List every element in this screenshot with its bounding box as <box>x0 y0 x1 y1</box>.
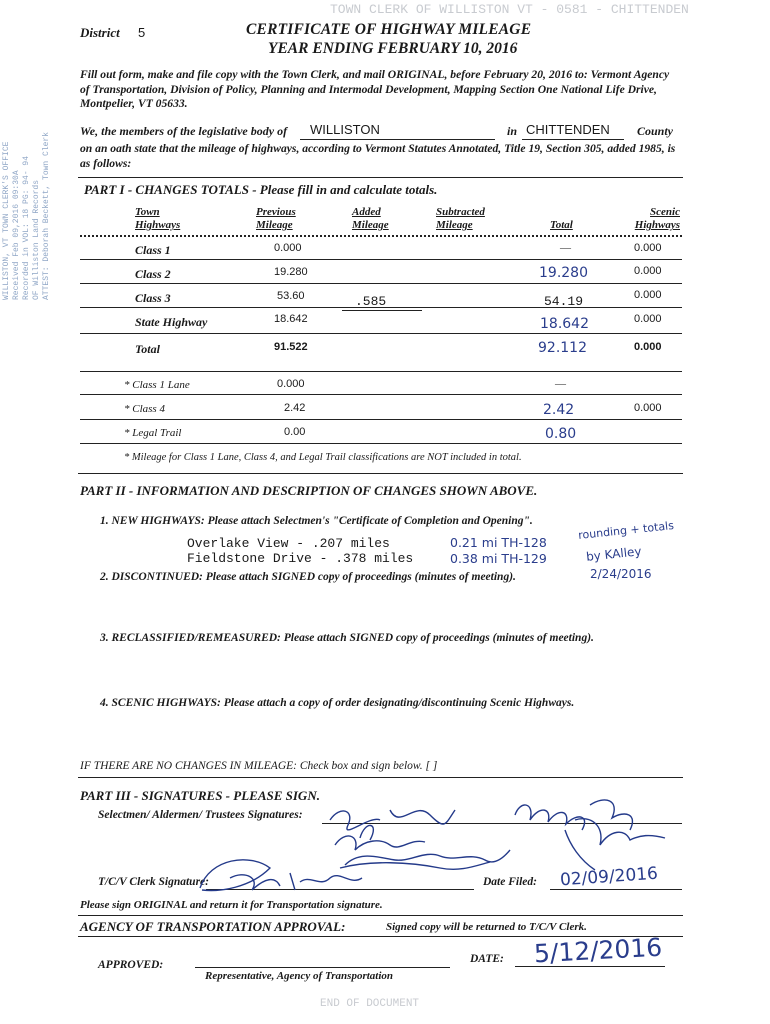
part2-title: PART II - INFORMATION AND DESCRIPTION OF CHANGES SHOWN ABOVE. <box>80 483 538 498</box>
discontinued-item: 2. DISCONTINUED: Please attach SIGNED copy of proceedings (minutes of meeting). <box>100 571 516 583</box>
row-label: * Legal Trail <box>124 427 182 439</box>
representative-label: Representative, Agency of Transportation <box>205 970 394 982</box>
cell-total: 0.80 <box>545 426 577 442</box>
cell-total: 18.642 <box>540 316 589 332</box>
ghost-header-text: TOWN CLERK OF WILLISTON VT - 0581 - CHITTENDEN <box>330 2 689 17</box>
stamp-line: ATTEST: Deborah Beckett, Town Clerk <box>42 131 51 300</box>
row-label: Class 1 <box>135 243 171 257</box>
cell-total: — <box>560 242 571 254</box>
cell-previous: 0.00 <box>284 426 306 438</box>
stamp-line: WILLISTON, VT TOWN CLERK'S OFFICE <box>2 141 11 300</box>
handwritten-note-th128: 0.21 mi TH-128 <box>450 535 547 550</box>
cell-added: .585 <box>355 294 387 309</box>
col-header-added: Added Mileage <box>352 206 389 231</box>
certificate-subtitle: YEAR ENDING FEBRUARY 10, 2016 <box>268 40 518 57</box>
scenic-highways-item: 4. SCENIC HIGHWAYS: Please attach a copy of order designating/discontinuing Scenic Highways. <box>100 697 575 709</box>
approval-title: AGENCY OF TRANSPORTATION APPROVAL: <box>80 919 346 934</box>
cell-previous: 0.000 <box>274 242 302 254</box>
cell-previous: 53.60 <box>277 290 305 302</box>
row-label-text: Class 4 <box>132 403 165 415</box>
new-road-1: Overlake View - .207 miles <box>187 536 390 551</box>
cell-previous: 91.522 <box>274 341 308 353</box>
date-filed-label: Date Filed: <box>483 876 537 888</box>
clerk-signature-label: T/C/V Clerk Signature: <box>98 876 209 888</box>
return-note: Please sign ORIGINAL and return it for Transportation signature. <box>80 899 383 911</box>
col-header-scenic: Scenic Highways <box>634 206 680 231</box>
row-label-text: Class 1 Lane <box>132 379 190 391</box>
cell-scenic: 0.000 <box>634 289 662 301</box>
town-name: WILLISTON <box>310 122 380 137</box>
cell-previous: 19.280 <box>274 266 308 278</box>
handwritten-note-th129: 0.38 mi TH-129 <box>450 551 547 566</box>
cell-total: 19.280 <box>539 265 588 281</box>
col-header-subtracted: Subtracted Mileage <box>436 206 485 231</box>
no-changes-note: IF THERE ARE NO CHANGES IN MILEAGE: Check box and sign below. [ ] <box>80 760 438 772</box>
new-highways-item: 1. NEW HIGHWAYS: Please attach Selectmen's "Certificate of Completion and Opening". <box>100 515 533 527</box>
stamp-line: Recorded in VOL: 18 PG: 94- 94 <box>22 155 31 300</box>
approval-note: Signed copy will be returned to T/C/V Clerk. <box>386 921 587 933</box>
cell-scenic: 0.000 <box>634 402 662 414</box>
clerk-signature <box>190 848 500 896</box>
cell-scenic: 0.000 <box>634 265 662 277</box>
instructions-text: Fill out form, make and file copy with the Town Clerk, and mail ORIGINAL, before February 20, 2016 to: Vermont Agency of Transportation, Division of Policy, Planning and Intermodal Development, Mapping Section One National Life Drive, Montpelier, VT 05633. <box>80 68 670 110</box>
county-name: CHITTENDEN <box>526 122 610 137</box>
row-label-text: Legal Trail <box>132 427 182 439</box>
district-value: 5 <box>138 25 146 40</box>
new-road-2: Fieldstone Drive - .378 miles <box>187 551 414 566</box>
ghost-footer-text: END OF DOCUMENT <box>320 998 420 1010</box>
cell-total: — <box>555 378 566 390</box>
oath-prefix: We, the members of the legislative body of <box>80 124 288 138</box>
part3-title: PART III - SIGNATURES - PLEASE SIGN. <box>80 788 320 803</box>
handwritten-note-rounding: rounding + totals <box>577 519 675 542</box>
date-filed-value: 02/09/2016 <box>559 863 659 891</box>
row-label: Class 2 <box>135 267 171 281</box>
selectmen-label: Selectmen/ Aldermen/ Trustees Signatures: <box>98 809 303 821</box>
row-label: Class 3 <box>135 291 171 305</box>
row-label: * Class 1 Lane <box>124 379 190 391</box>
stamp-line: Received Feb 09,2016 09:30A <box>12 170 21 300</box>
district-label: District <box>80 25 120 40</box>
col-header-town: Town Highways <box>135 206 181 231</box>
handwritten-note-by: by KAlley <box>585 544 643 564</box>
no-changes-checkbox[interactable] <box>485 759 499 773</box>
cell-scenic: 0.000 <box>634 242 662 254</box>
stamp-line: OF Williston Land Records <box>32 179 41 300</box>
row-label: * Class 4 <box>124 403 165 415</box>
part1-title: PART I - CHANGES TOTALS - Please fill in and calculate totals. <box>84 182 438 197</box>
cell-previous: 2.42 <box>284 402 306 414</box>
part1-footnote: * Mileage for Class 1 Lane, Class 4, and Legal Trail classifications are NOT included in total. <box>124 452 522 463</box>
cell-scenic: 0.000 <box>634 313 662 325</box>
certificate-title: CERTIFICATE OF HIGHWAY MILEAGE <box>246 21 532 38</box>
cell-total: 2.42 <box>543 402 575 418</box>
cell-scenic: 0.000 <box>634 341 662 353</box>
handwritten-note-date: 2/24/2016 <box>590 567 652 581</box>
reclassified-item: 3. RECLASSIFIED/REMEASURED: Please attach SIGNED copy of proceedings (minutes of meeting). <box>100 632 594 644</box>
in-label: in <box>507 124 518 138</box>
row-label: State Highway <box>135 315 208 329</box>
cell-previous: 0.000 <box>277 378 305 390</box>
approval-date-value: 5/12/2016 <box>533 932 663 969</box>
oath-text: on an oath state that the mileage of highways, according to Vermont Statutes Annotated, Title 19, Section 305, added 1985, is as follows: <box>80 142 676 170</box>
cell-total: 92.112 <box>538 340 587 356</box>
approved-label: APPROVED: <box>98 959 164 971</box>
col-header-total: Total <box>550 219 573 231</box>
approval-date-label: DATE: <box>470 953 504 965</box>
cell-previous: 18.642 <box>274 313 308 325</box>
row-label: Total <box>135 342 160 356</box>
county-label: County <box>637 124 674 138</box>
cell-total: 54.19 <box>544 294 584 309</box>
col-header-previous: Previous Mileage <box>256 206 296 231</box>
